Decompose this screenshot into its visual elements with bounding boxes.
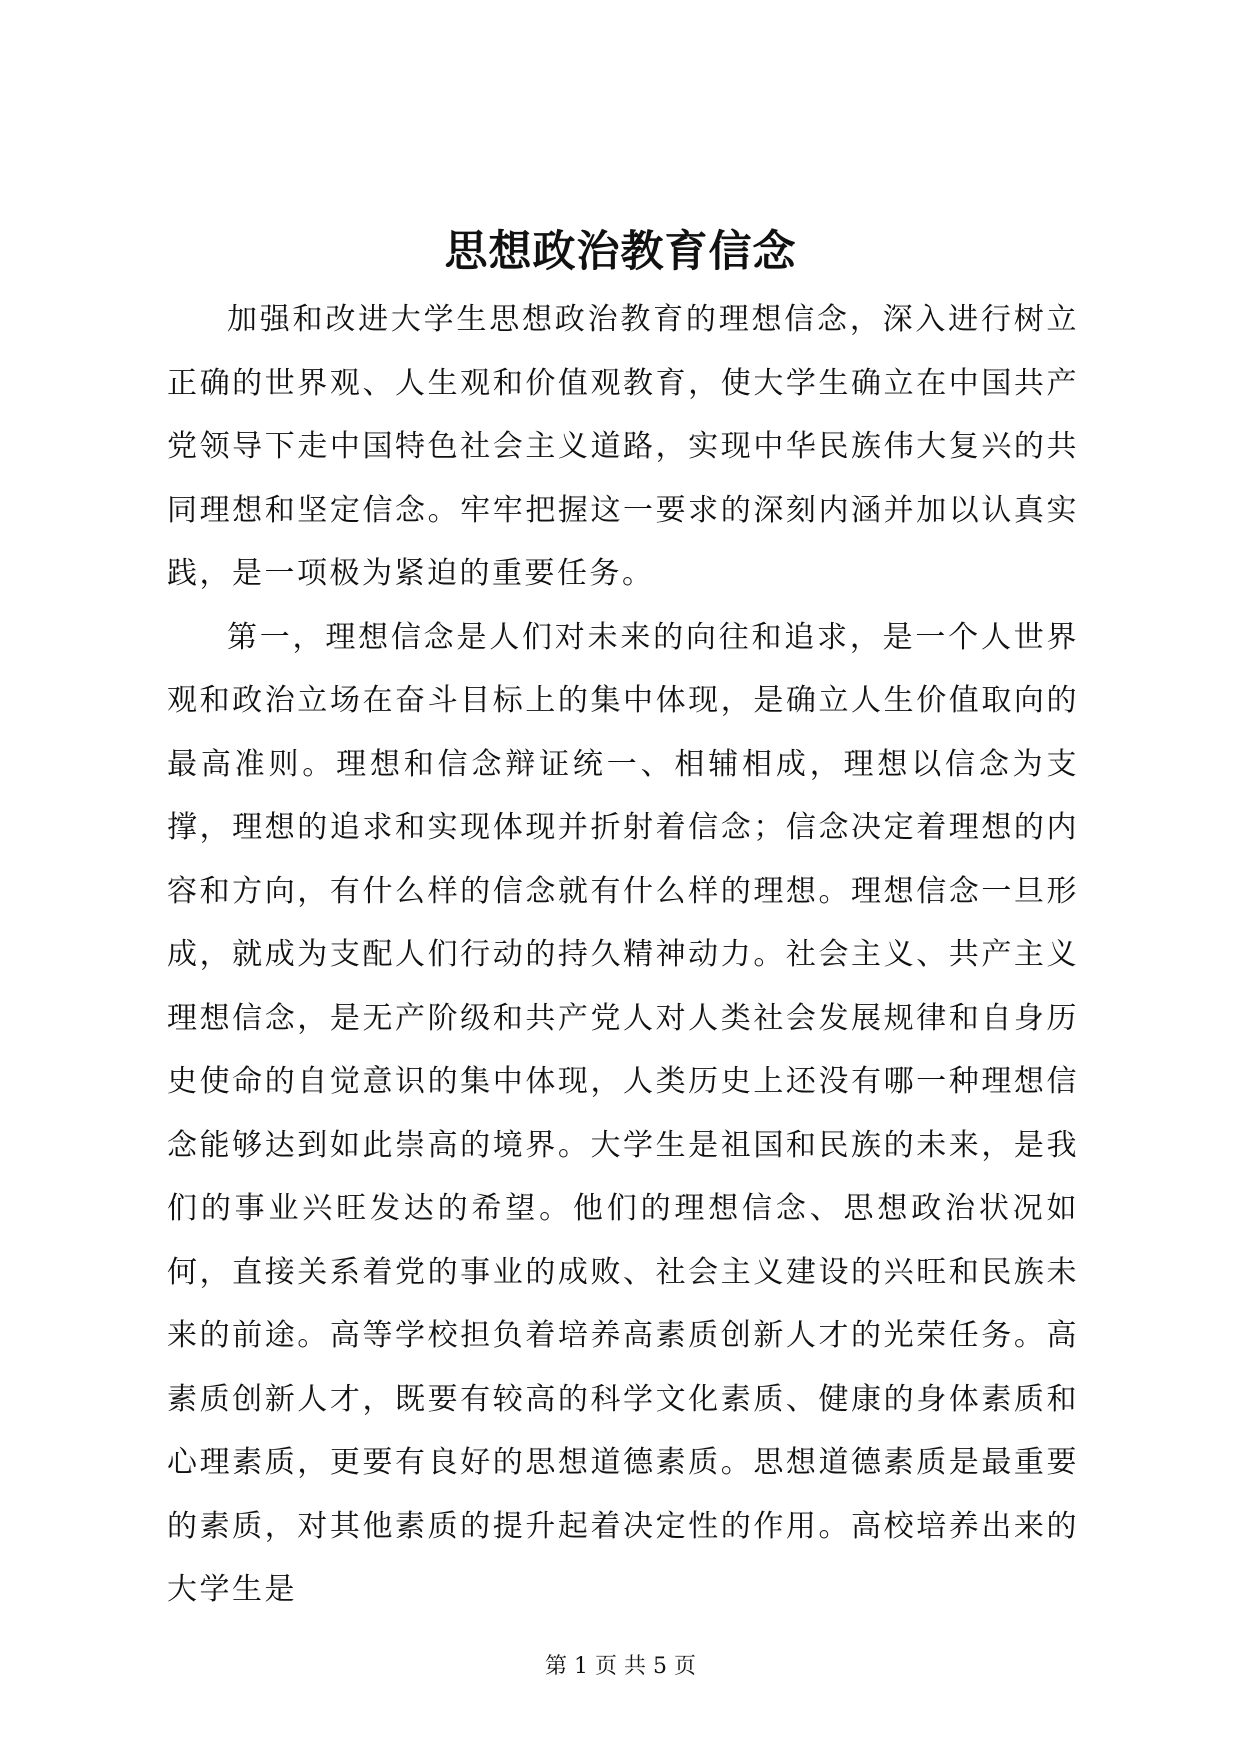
paragraph-1: 加强和改进大学生思想政治教育的理想信念，深入进行树立正确的世界观、人生观和价值观教育，使大学生确立在中国共产党领导下走中国特色社会主义道路，实现中华民族伟大复兴的共同理想和坚定信念。牢牢把握这一要求的深刻内涵并加以认真实践，是一项极为紧迫的重要任务。 [167, 302, 1079, 591]
document-title: 思想政治教育信念 [444, 227, 797, 277]
paragraph-2: 第一，理想信念是人们对未来的向往和追求，是一个人世界观和政治立场在奋斗目标上的集中体现，是确立人生价值取向的最高准则。理想和信念辩证统一、相辅相成，理想以信念为支撑，理想的追求和实现体现并折射着信念；信念决定着理想的内容和方向，有什么样的信念就有什么样的理想。理想信念一旦形成，就成为支配人们行动的持久精神动力。社会主义、共产主义理想信念，是无产阶级和共产党人对人类社会发展规律和自身历史使命的自觉意识的集中体现，人类历史上还没有哪一种理想信念能够达到如此崇高的境界。大学生是祖国和民族的未来，是我们的事业兴旺发达的希望。他们的理想信念、思想政治状况如何，直接关系着党的事业的成败、社会主义建设的兴旺和民族未来的前途。高等学校担负着培养高素质创新人才的光荣任务。高素质创新人才，既要有较高的科学文化素质、健康的身体素质和心理素质，更要有良好的思想道德素质。思想道德素质是最重要的素质，对其他素质的提升起着决定性的作用。高校培养出来的大学生是 [167, 619, 1079, 1607]
page-number-footer: 第 1 页 共 5 页 [545, 1654, 696, 1679]
document-body [167, 288, 1079, 1622]
